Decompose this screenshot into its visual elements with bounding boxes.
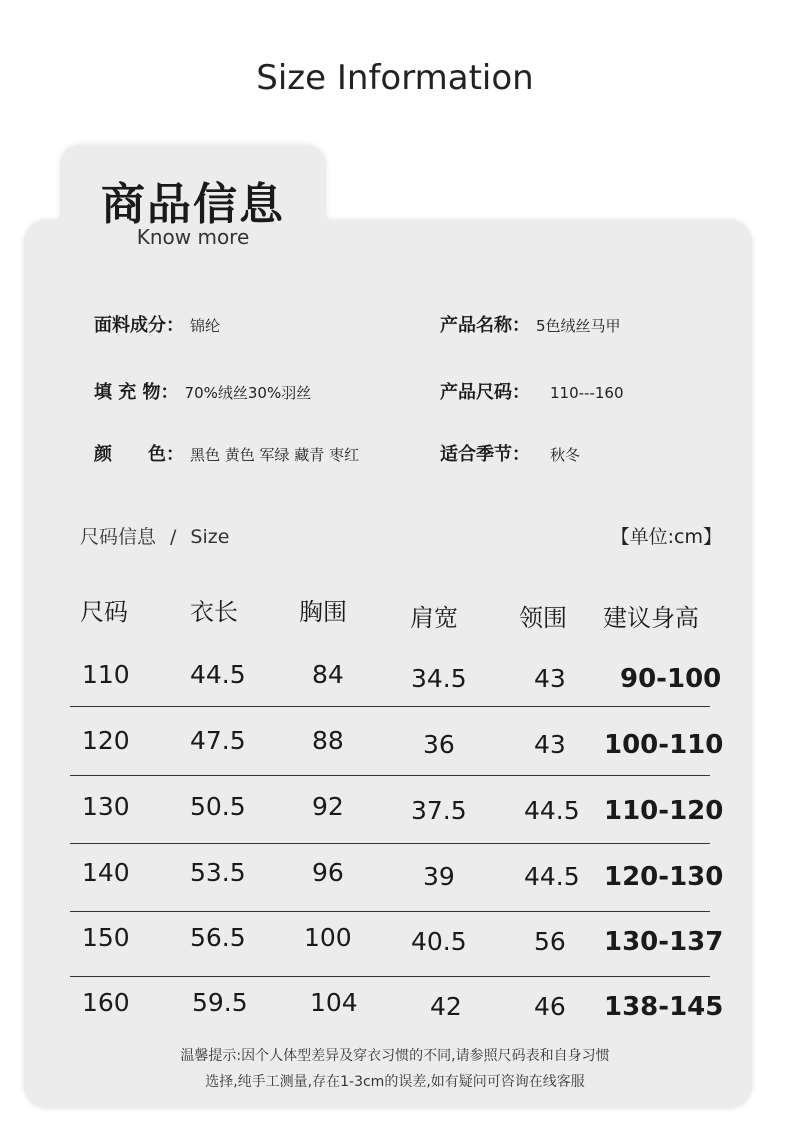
filling-value: 70%绒丝30%羽丝 [184, 384, 312, 402]
cell-shoulder: 36 [423, 730, 455, 759]
cell-chest: 104 [310, 988, 358, 1017]
size-table-header [0, 592, 790, 632]
cell-chest: 92 [312, 792, 344, 821]
table-row [0, 726, 790, 766]
header-height: 建议身高 [603, 604, 699, 632]
season-label: 适合季节： [440, 444, 530, 465]
tab-subtitle: Know more [136, 225, 250, 249]
product-name-row [440, 311, 621, 337]
cell-size: 150 [82, 923, 130, 952]
product-name-value: 5色绒丝马甲 [536, 317, 621, 335]
cell-collar: 44.5 [524, 796, 580, 825]
cell-chest: 100 [304, 923, 352, 952]
cell-height: 130-137 [604, 927, 724, 957]
product-size-value: 110---160 [550, 384, 624, 402]
size-section-separator: / [170, 526, 177, 548]
product-name-label: 产品名称： [440, 315, 530, 336]
cell-shoulder: 42 [430, 992, 462, 1021]
cell-height: 120-130 [604, 862, 724, 892]
season-value: 秋冬 [550, 446, 581, 464]
cell-size: 140 [82, 858, 130, 887]
row-divider [70, 976, 710, 977]
table-row [0, 858, 790, 898]
row-divider [70, 775, 710, 776]
row-divider [70, 706, 710, 707]
size-section-label: 尺码信息 [80, 526, 157, 548]
season-row [440, 440, 580, 466]
header-chest: 胸围 [299, 598, 347, 626]
cell-height: 138-145 [604, 992, 724, 1022]
cell-chest: 88 [312, 726, 344, 755]
cell-length: 47.5 [190, 726, 246, 755]
product-size-label: 产品尺码： [440, 382, 530, 403]
product-size-row [440, 378, 624, 404]
cell-height: 100-110 [604, 730, 724, 760]
cell-collar: 46 [534, 992, 566, 1021]
fabric-value: 锦纶 [190, 317, 221, 335]
cell-length: 56.5 [190, 923, 246, 952]
tab-title: 商品信息 [101, 179, 285, 230]
cell-size: 110 [82, 660, 130, 689]
color-value: 黑色 黄色 军绿 藏青 枣红 [190, 446, 360, 464]
header-shoulder: 肩宽 [410, 604, 458, 632]
cell-length: 50.5 [190, 792, 246, 821]
unit-label: 【单位:cm】 [610, 526, 722, 548]
color-row [94, 440, 359, 466]
size-section-label-en: Size [190, 526, 230, 548]
table-row [0, 923, 790, 963]
table-row [0, 792, 790, 832]
tip-line-1: 温馨提示:因个人体型差异及穿衣习惯的不同,请参照尺码表和自身习惯 [180, 1048, 610, 1064]
cell-shoulder: 37.5 [411, 796, 467, 825]
tip-line-2: 选择,纯手工测量,存在1-3cm的误差,如有疑问可咨询在线客服 [205, 1074, 585, 1090]
header-collar: 领围 [519, 604, 567, 632]
table-row [0, 988, 790, 1028]
filling-row [94, 378, 311, 404]
cell-shoulder: 34.5 [411, 664, 467, 693]
cell-collar: 43 [534, 664, 566, 693]
fabric-label: 面料成分： [94, 315, 184, 336]
cell-length: 59.5 [192, 988, 248, 1017]
cell-shoulder: 40.5 [411, 927, 467, 956]
cell-height: 90-100 [620, 664, 722, 694]
fabric-row [94, 311, 220, 337]
cell-collar: 43 [534, 730, 566, 759]
header-length: 衣长 [190, 598, 238, 626]
cell-collar: 56 [534, 927, 566, 956]
cell-length: 44.5 [190, 660, 246, 689]
cell-chest: 96 [312, 858, 344, 887]
row-divider [70, 911, 710, 912]
cell-height: 110-120 [604, 796, 724, 826]
filling-label: 填 充 物： [94, 382, 179, 403]
row-divider [70, 843, 710, 844]
color-label: 颜 色： [94, 444, 184, 465]
header-size: 尺码 [80, 598, 128, 626]
cell-chest: 84 [312, 660, 344, 689]
cell-size: 160 [82, 988, 130, 1017]
cell-length: 53.5 [190, 858, 246, 887]
cell-shoulder: 39 [423, 862, 455, 891]
cell-collar: 44.5 [524, 862, 580, 891]
table-row [0, 660, 790, 700]
cell-size: 130 [82, 792, 130, 821]
page-title: Size Information [256, 58, 534, 98]
cell-size: 120 [82, 726, 130, 755]
size-section-header [80, 522, 229, 549]
